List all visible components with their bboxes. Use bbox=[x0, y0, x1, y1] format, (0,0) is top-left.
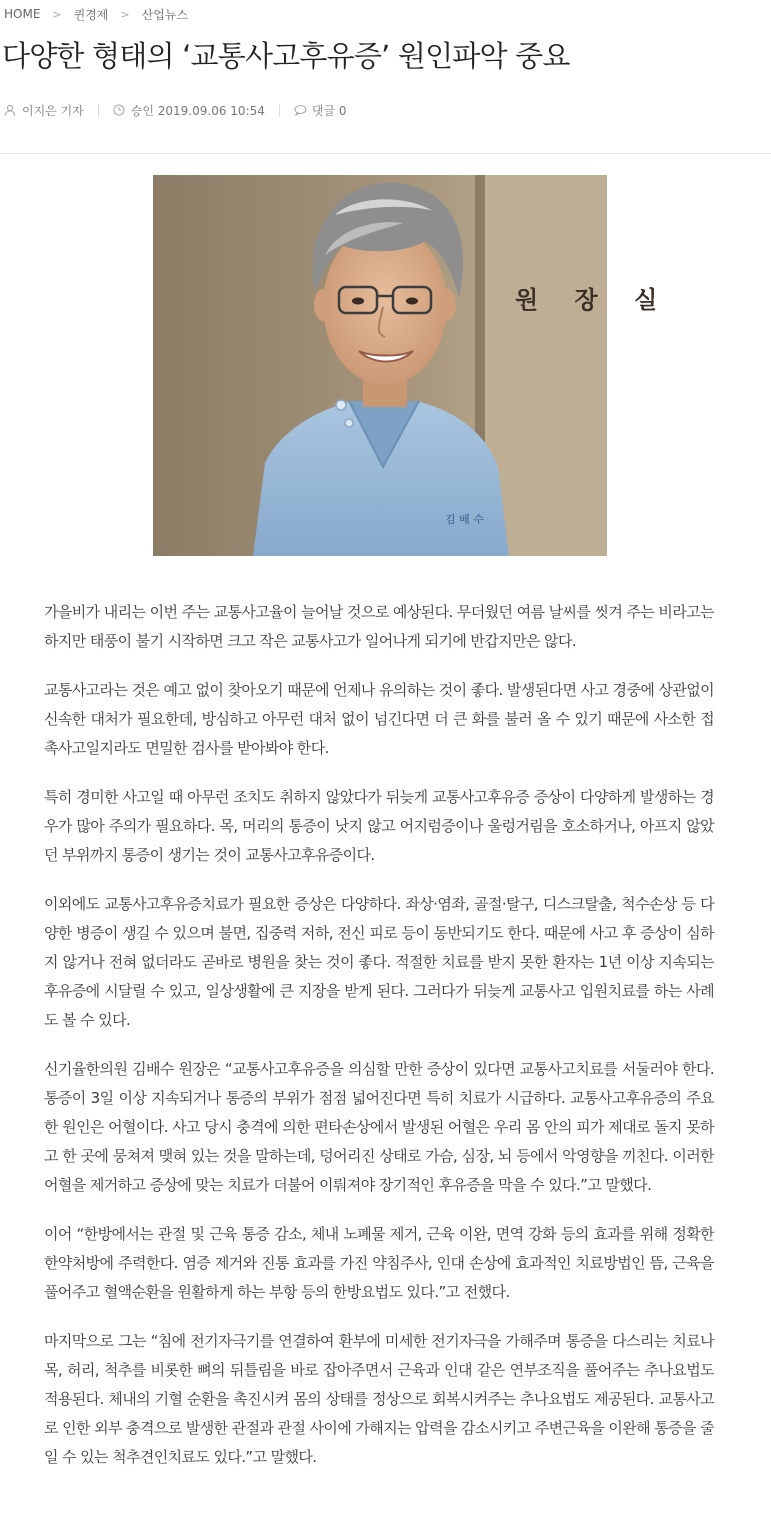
breadcrumb-section[interactable]: 퀸경제 bbox=[73, 7, 109, 22]
article-meta bbox=[4, 100, 347, 120]
header-divider bbox=[0, 153, 771, 154]
article-paragraph: 마지막으로 그는 “침에 전기자극기를 연결하여 환부에 미세한 전기자극을 가해주며 통증을 다스리는 치료나 목, 허리, 척추를 비롯한 뼈의 뒤틀림을 바로 잡아주면서 근육과 인대 같은 연부조직을 풀어주는 추나요법도 적용된다. 체내의 기혈 순환을 촉진시켜 몸의 상태를 정상으로 회복시켜주는 추나요법도 제공된다. 교통사고로 인한 외부 충격으로 발생한 관절과 관절 사이에 가해지는 압력을 감소시키고 주변근육을 이완해 통증을 줄일 수 있는 척추견인치료도 있다.”고 말했다. bbox=[44, 1332, 714, 1466]
breadcrumb-home[interactable]: HOME bbox=[4, 7, 41, 21]
author-info bbox=[4, 102, 84, 119]
article-paragraph: 이외에도 교통사고후유증치료가 필요한 증상은 다양하다. 좌상·염좌, 골절·탈구, 디스크탈출, 척수손상 등 다양한 병증이 생길 수 있으며 불면, 집중력 저하, 전신 피로 등이 동반되기도 한다. 때문에 사고 후 증상이 심하지 않거나 전혀 없더라도 곧바로 병원을 찾는 것이 좋다. 적절한 치료를 받지 못한 환자는 1년 이상 지속되는 후유증에 시달릴 수 있고, 일상생활에 큰 지장을 받게 된다. 그러다가 뒤늦게 교통사고 입원치료를 하는 사례도 볼 수 있다. bbox=[44, 895, 714, 1029]
door-sign-text: 원 장 실 bbox=[515, 286, 672, 314]
portrait-illustration bbox=[153, 175, 672, 556]
approved-date: 승인 2019.09.06 10:54 bbox=[130, 103, 265, 118]
approved-info bbox=[113, 102, 265, 119]
meta-divider bbox=[98, 104, 99, 117]
article-title: 다양한 형태의 ‘교통사고후유증’ 원인파악 중요 bbox=[2, 39, 570, 73]
article-paragraph: 특히 경미한 사고일 때 아무런 조치도 취하지 않았다가 뒤늦게 교통사고후유증 증상이 다양하게 발생하는 경우가 많아 주의가 필요하다. 목, 머리의 통증이 낫지 않고 어지럼증이나 울렁거림을 호소하거나, 아프지 않았던 부위까지 통증이 생기는 것이 교통사고후유증이다. bbox=[44, 788, 714, 864]
article-paragraph: 신기율한의원 김배수 원장은 “교통사고후유증을 의심할 만한 증상이 있다면 교통사고치료를 서둘러야 한다. 통증이 3일 이상 지속되거나 통증의 부위가 점점 넓어진다면 특히 치료가 시급하다. 교통사고후유증의 주요한 원인은 어혈이다. 사고 당시 충격에 의한 편타손상에서 발생된 어혈은 우리 몸 안의 피가 제대로 돌지 못하고 한 곳에 뭉쳐져 맺혀 있는 것을 말하는데, 덩어리진 상태로 가슴, 심장, 뇌 등에서 악영향을 끼친다. 이러한 어혈을 제거하고 증상에 맞는 치료가 더불어 이뤄져야 장기적인 후유증을 막을 수 있다.”고 말했다. bbox=[44, 1060, 714, 1194]
meta-divider bbox=[279, 104, 280, 117]
breadcrumb bbox=[4, 4, 188, 24]
article-paragraph: 이어 “한방에서는 관절 및 근육 통증 감소, 체내 노폐물 제거, 근육 이완, 면역 강화 등의 효과를 위해 정확한 한약처방에 주력한다. 염증 제거와 진통 효과를 가진 약침주사, 인대 손상에 효과적인 치료방법인 뜸, 근육을 풀어주고 혈액순환을 원활하게 하는 부항 등의 한방요법도 있다.”고 전했다. bbox=[44, 1225, 714, 1301]
article-body bbox=[44, 598, 714, 1492]
article-paragraph: 교통사고라는 것은 예고 없이 찾아오기 때문에 언제나 유의하는 것이 좋다. 발생된다면 사고 경중에 상관없이 신속한 대처가 필요한데, 방심하고 아무런 대처 없이 넘긴다면 더 큰 화를 불러 올 수 있기 때문에 사소한 접촉사고일지라도 면밀한 검사를 받아봐야 한다. bbox=[44, 681, 714, 757]
comment-icon bbox=[294, 104, 306, 116]
comment-link[interactable] bbox=[294, 102, 347, 119]
comment-count: 댓글 0 bbox=[311, 103, 347, 118]
author-name: 이지은 기자 bbox=[22, 103, 84, 118]
name-badge-text: 김 배 수 bbox=[445, 513, 484, 526]
article-photo bbox=[153, 175, 672, 556]
breadcrumb-separator: > bbox=[120, 7, 130, 21]
article-paragraph: 가을비가 내리는 이번 주는 교통사고율이 늘어날 것으로 예상된다. 무더웠던 여름 날씨를 씻겨 주는 비라고는 하지만 태풍이 불기 시작하면 크고 작은 교통사고가 일어나게 되기에 반갑지만은 않다. bbox=[44, 603, 714, 650]
breadcrumb-category[interactable]: 산업뉴스 bbox=[141, 7, 188, 22]
clock-icon bbox=[113, 104, 125, 116]
user-icon bbox=[4, 104, 16, 116]
breadcrumb-separator: > bbox=[52, 7, 62, 21]
